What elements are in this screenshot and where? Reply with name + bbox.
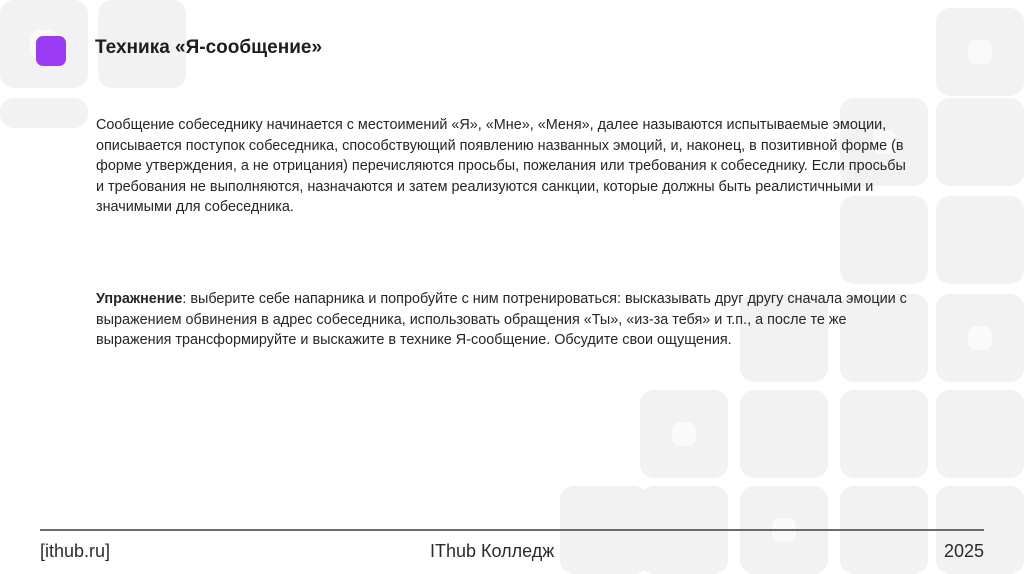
footer-divider [40,529,984,531]
slide-title: Техника «Я-сообщение» [95,37,323,58]
accent-square-icon [36,36,66,66]
footer-year: 2025 [943,541,984,561]
exercise-paragraph [96,289,916,351]
exercise-label: Упражнение [96,291,183,307]
body-paragraph: Сообщение собеседнику начинается с местоимений «Я», «Мне», «Меня», далее называются испытываемые эмоции, описывается поступок собеседника, способствующий появлению названных эмоций, и, наконец, в позитивной форме (в форме утверждения, а не отрицания) перечисляются просьбы, пожелания или требования к собеседнику. Если просьбы и требования не выполняются, назначаются и затем реализуются санкции, которые должны быть реалистичными и значимыми для собеседника. [96,117,906,215]
footer-org: IThub Колледж [430,541,555,561]
footer-site: [ithub.ru] [40,541,111,561]
exercise-text: : выберите себе напарника и попробуйте с ним потренироваться: высказывать друг другу сначала эмоции с выражением обвинения в адрес собеседника, использовать обращения «Ты», «из-за тебя» и т.п., а после те же выражения трансформируйте и выскажите в технике Я-сообщение. Обсудите свои ощущения. [96,291,907,348]
